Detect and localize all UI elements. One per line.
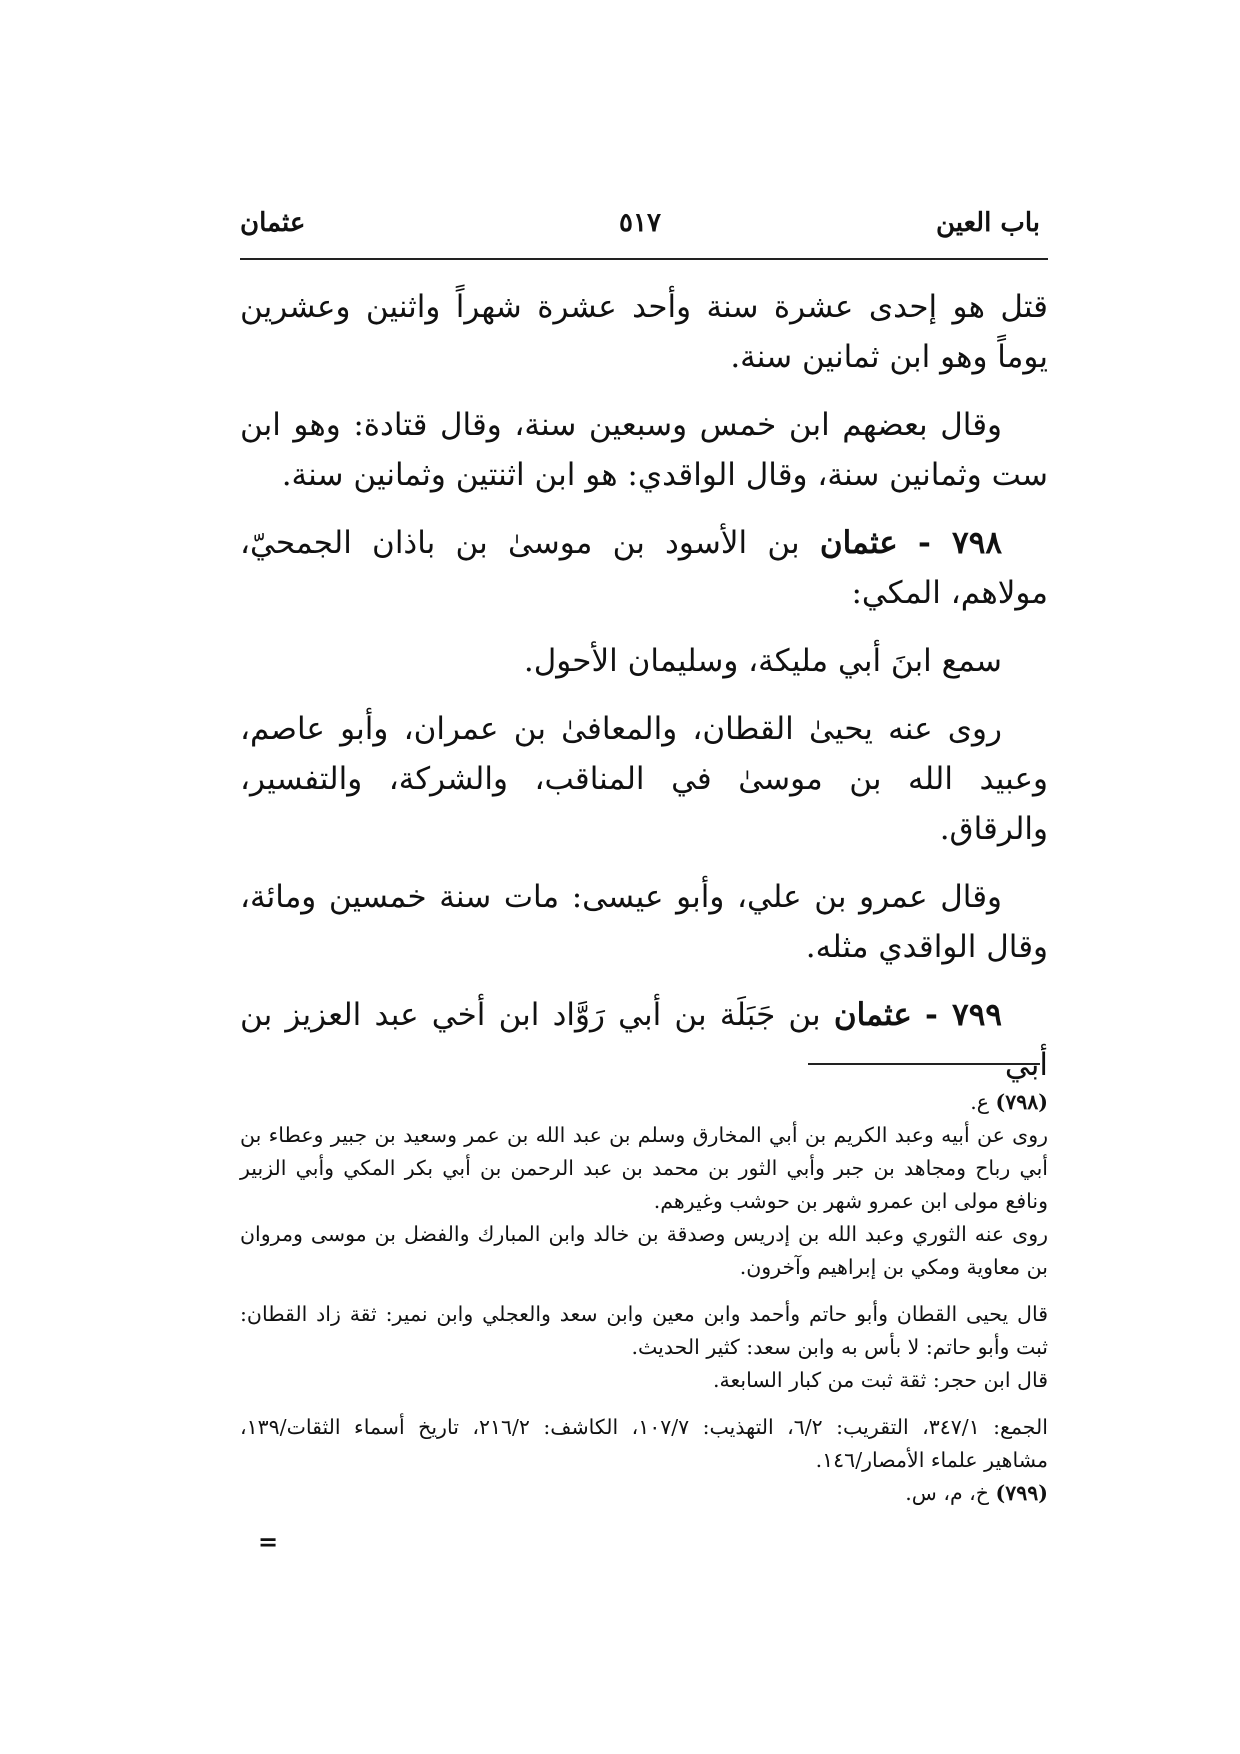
footnote-ref-text: ع.: [970, 1090, 990, 1114]
header-rule: [240, 258, 1048, 260]
footnote-text: قال يحيى القطان وأبو حاتم وأحمد وابن معين وابن سعد والعجلي وابن نمير: ثقة زاد القطان: ثبت وأبو حاتم: لا بأس به وابن سعد: كثير الحديث.: [240, 1302, 1048, 1359]
paragraph: وقال بعضهم ابن خمس وسبعين سنة، وقال قتادة: وهو ابن ست وثمانين سنة، وقال الواقدي: هو ابن اثنتين وثمانين سنة.: [240, 407, 1048, 493]
entry-name: عثمان: [819, 525, 898, 561]
footnote-ref: (٧٩٩): [995, 1481, 1048, 1505]
chapter-title: باب العين: [935, 208, 1040, 238]
paragraph: روى عنه يحيىٰ القطان، والمعافىٰ بن عمران، وأبو عاصم، وعبيد الله بن موسىٰ في المناقب، والشركة، والتفسير، والرقاق.: [240, 711, 1048, 847]
footnotes: [240, 1086, 1048, 1510]
entry-lineage: بن جَبَلَة بن أبي رَوَّاد ابن أخي عبد العزيز بن أبي: [240, 997, 1048, 1083]
footnote-ref: (٧٩٨): [995, 1090, 1048, 1114]
entry-lineage: بن الأسود بن موسىٰ بن باذان الجمحيّ، مولاهم، المكي:: [240, 525, 1048, 611]
footnote-text: الجمع: ٣٤٧/١، التقريب: ٦/٢، التهذيب: ١٠٧/٧، الكاشف: ٢١٦/٢، تاريخ أسماء الثقات/١٣٩، مشاهير علماء الأمصار/١٤٦.: [240, 1415, 1048, 1472]
footnote-rule: [808, 1063, 1040, 1065]
entry-title: عثمان: [240, 208, 306, 238]
running-header: [240, 200, 1040, 250]
entry-number: ٧٩٩ -: [925, 997, 1002, 1033]
footnote-798-head: [240, 1086, 1048, 1119]
paragraph: قتل هو إحدى عشرة سنة وأحد عشرة شهراً واثنين وعشرين يوماً وهو ابن ثمانين سنة.: [240, 289, 1048, 375]
footnote-text: قال ابن حجر: ثقة ثبت من كبار السابعة.: [712, 1368, 1048, 1392]
paragraph: سمع ابنَ أبي مليكة، وسليمان الأحول.: [523, 643, 1002, 679]
footnote-text: روى عن أبيه وعبد الكريم بن أبي المخارق وسلم بن عبد الله بن عمر وسعيد بن جبير وعطاء بن أبي رباح ومجاهد بن جبر وأبي الثور بن محمد بن عبد الرحمن بن أبي بكر المكي وأبي الزبير ونافع مولى ابن عمرو شهر بن حوشب وغيرهم.: [240, 1123, 1048, 1213]
entry-number: ٧٩٨ -: [918, 525, 1002, 561]
continuation-mark: =: [258, 1527, 279, 1556]
footnote-ref-text: خ، م، س.: [905, 1481, 990, 1505]
main-text: [240, 282, 1048, 1108]
entry-799: [240, 990, 1048, 1090]
footnote-799-head: [240, 1477, 1048, 1510]
entry-name: عثمان: [833, 997, 912, 1033]
page-number: ٥١٧: [619, 208, 661, 238]
paragraph: وقال عمرو بن علي، وأبو عيسى: مات سنة خمسين ومائة، وقال الواقدي مثله.: [240, 879, 1048, 965]
entry-798: [240, 518, 1048, 618]
footnote-text: روى عنه الثوري وعبد الله بن إدريس وصدقة بن خالد وابن المبارك والفضل بن موسى ومروان بن معاوية ومكي بن إبراهيم وآخرون.: [240, 1222, 1048, 1279]
